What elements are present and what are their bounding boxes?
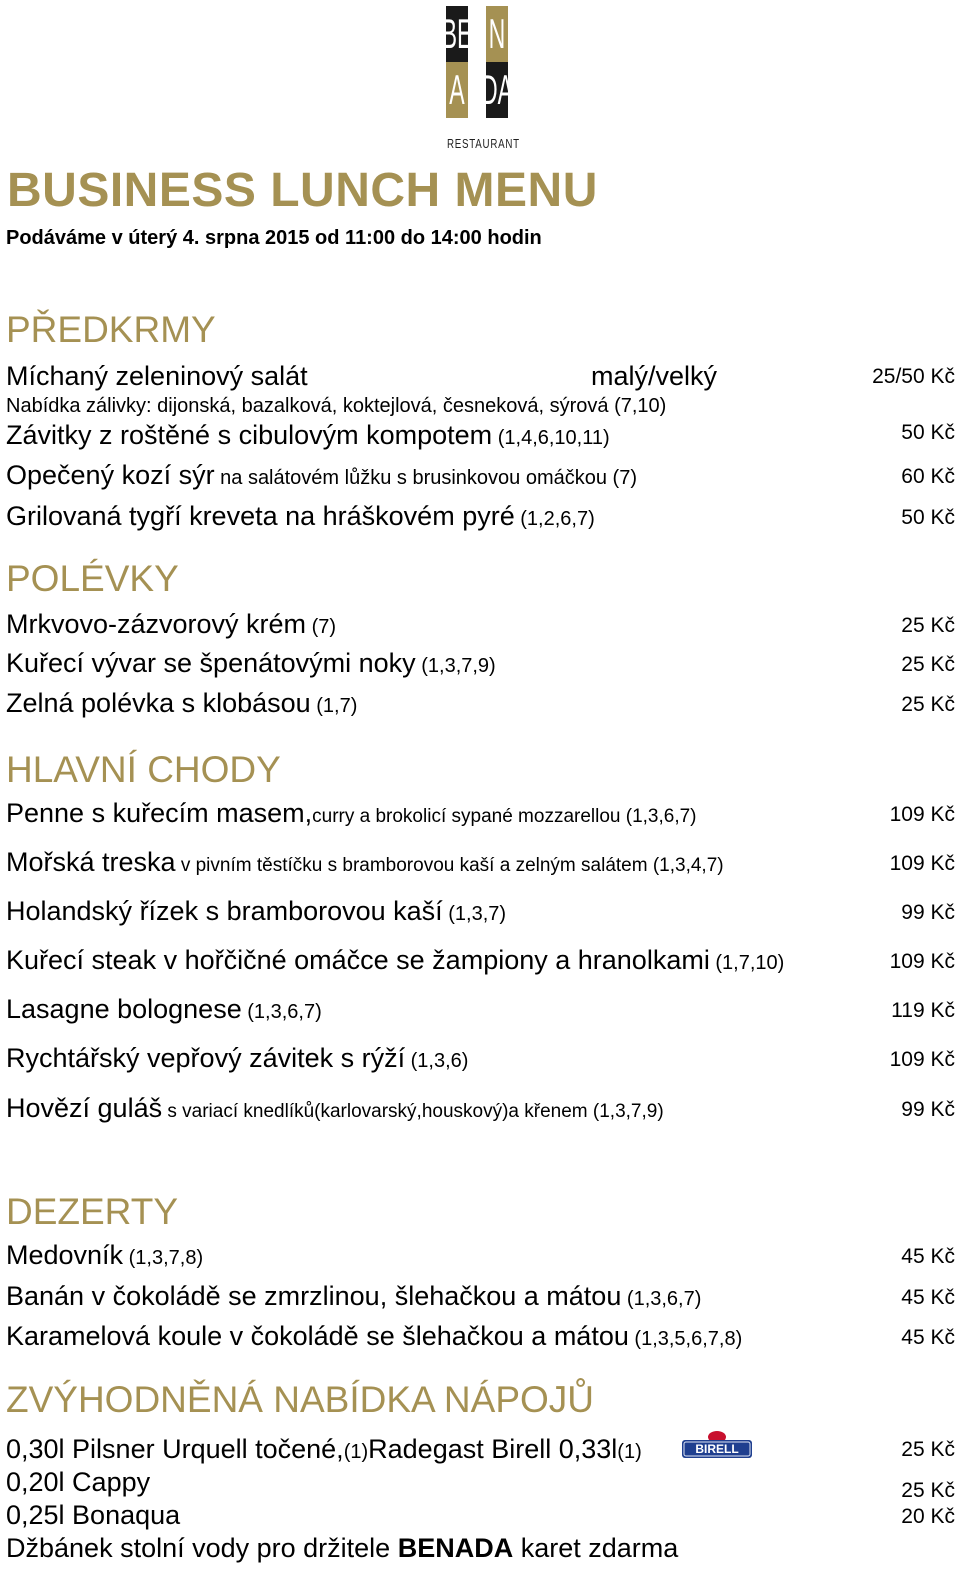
drink-item-beer: 0,30l Pilsner Urquell točené,(1)Radegast Birell 0,33l(1) — [6, 1434, 642, 1464]
item-price: 20 Kč — [901, 1505, 955, 1528]
drink-item-cappy: 0,20l Cappy — [6, 1467, 151, 1497]
item-price: 109 Kč — [889, 803, 955, 826]
item-price: 50 Kč — [901, 421, 955, 444]
menu-item: Hovězí guláš s variací knedlíků(karlovarský,houskový)a křenem (1,3,7,9) — [6, 1093, 664, 1123]
restaurant-logo — [437, 6, 520, 151]
menu-item: Opečený kozí sýr na salátovém lůžku s brusinkovou omáčkou (7) — [6, 460, 637, 490]
menu-item: Kuřecí steak v hořčičné omáčce se žampiony a hranolkami (1,7,10) — [6, 945, 785, 975]
item-price: 25/50 Kč — [872, 365, 955, 388]
birell-badge-text: BIRELL — [695, 1442, 739, 1456]
service-date: Podáváme v úterý 4. srpna 2015 od 11:00 do 14:00 hodin — [6, 227, 542, 249]
menu-item: Medovník (1,3,7,8) — [6, 1240, 204, 1270]
item-price: 109 Kč — [889, 852, 955, 875]
menu-item: Lasagne bolognese (1,3,6,7) — [6, 994, 322, 1024]
section-heading-soups: POLÉVKY — [6, 558, 179, 599]
menu-item: Banán v čokoládě se zmrzlinou, šlehačkou a mátou (1,3,6,7) — [6, 1281, 702, 1311]
item-price: 25 Kč — [901, 693, 955, 716]
salad-size-label: malý/velký — [591, 361, 718, 391]
logo-tagline: RESTAURANT — [447, 136, 520, 151]
item-price: 119 Kč — [891, 999, 955, 1022]
menu-item: Zelná polévka s klobásou (1,7) — [6, 688, 358, 718]
menu-item: Holandský řízek s bramborovou kaší (1,3,7) — [6, 896, 507, 926]
menu-item: Penne s kuřecím masem,curry a brokolicí sypané mozzarellou (1,3,6,7) — [6, 798, 697, 828]
menu-item: Závitky z roštěné s cibulovým kompotem (1,4,6,10,11) — [6, 420, 610, 450]
menu-item: Karamelová koule v čokoládě se šlehačkou a mátou (1,3,5,6,7,8) — [6, 1321, 743, 1351]
section-heading-desserts: DEZERTY — [6, 1191, 179, 1232]
brand-name: BENADA — [397, 1533, 514, 1563]
item-price: 45 Kč — [901, 1326, 955, 1349]
menu-item: Rychtářský vepřový závitek s rýží (1,3,6) — [6, 1043, 469, 1073]
section-heading-drinks: ZVÝHODNĚNÁ NABÍDKA NÁPOJŮ — [6, 1379, 595, 1420]
item-price: 45 Kč — [901, 1286, 955, 1309]
item-price: 50 Kč — [901, 506, 955, 529]
birell-logo-icon — [680, 1430, 754, 1462]
section-heading-mains: HLAVNÍ CHODY — [6, 749, 281, 790]
menu-item: Kuřecí vývar se špenátovými noky (1,3,7,9) — [6, 648, 496, 678]
menu-item: Grilovaná tygří kreveta na hráškovém pyré (1,2,6,7) — [6, 501, 595, 531]
item-price: 25 Kč — [901, 653, 955, 676]
menu-item: Mrkvovo-zázvorový krém (7) — [6, 609, 337, 639]
item-price: 25 Kč — [901, 614, 955, 637]
item-price: 109 Kč — [889, 950, 955, 973]
item-price: 109 Kč — [889, 1048, 955, 1071]
drink-item-bonaqua: 0,25l Bonaqua — [6, 1500, 181, 1530]
logo-cell: DA — [486, 62, 508, 118]
item-price: 60 Kč — [901, 465, 955, 488]
item-price: 25 Kč — [901, 1479, 955, 1502]
item-price: 99 Kč — [901, 901, 955, 924]
page-title: BUSINESS LUNCH MENU — [7, 164, 598, 217]
dressing-options: Nabídka zálivky: dijonská, bazalková, koktejlová, česneková, sýrová (7,10) — [6, 395, 667, 417]
logo-cell: N — [486, 6, 508, 62]
item-price: 99 Kč — [901, 1098, 955, 1121]
item-price: 25 Kč — [901, 1438, 955, 1461]
section-heading-starters: PŘEDKRMY — [6, 309, 216, 350]
free-water-note: Džbánek stolní vody pro držitele BENADA karet zdarma — [6, 1533, 679, 1563]
item-price: 45 Kč — [901, 1245, 955, 1268]
logo-cell: BE — [446, 6, 468, 62]
menu-item: Mořská treska v pivním těstíčku s bramborovou kaší a zelným salátem (1,3,4,7) — [6, 847, 724, 877]
menu-item-salad: Míchaný zeleninový salát — [6, 361, 308, 391]
logo-cell: A — [446, 62, 468, 118]
